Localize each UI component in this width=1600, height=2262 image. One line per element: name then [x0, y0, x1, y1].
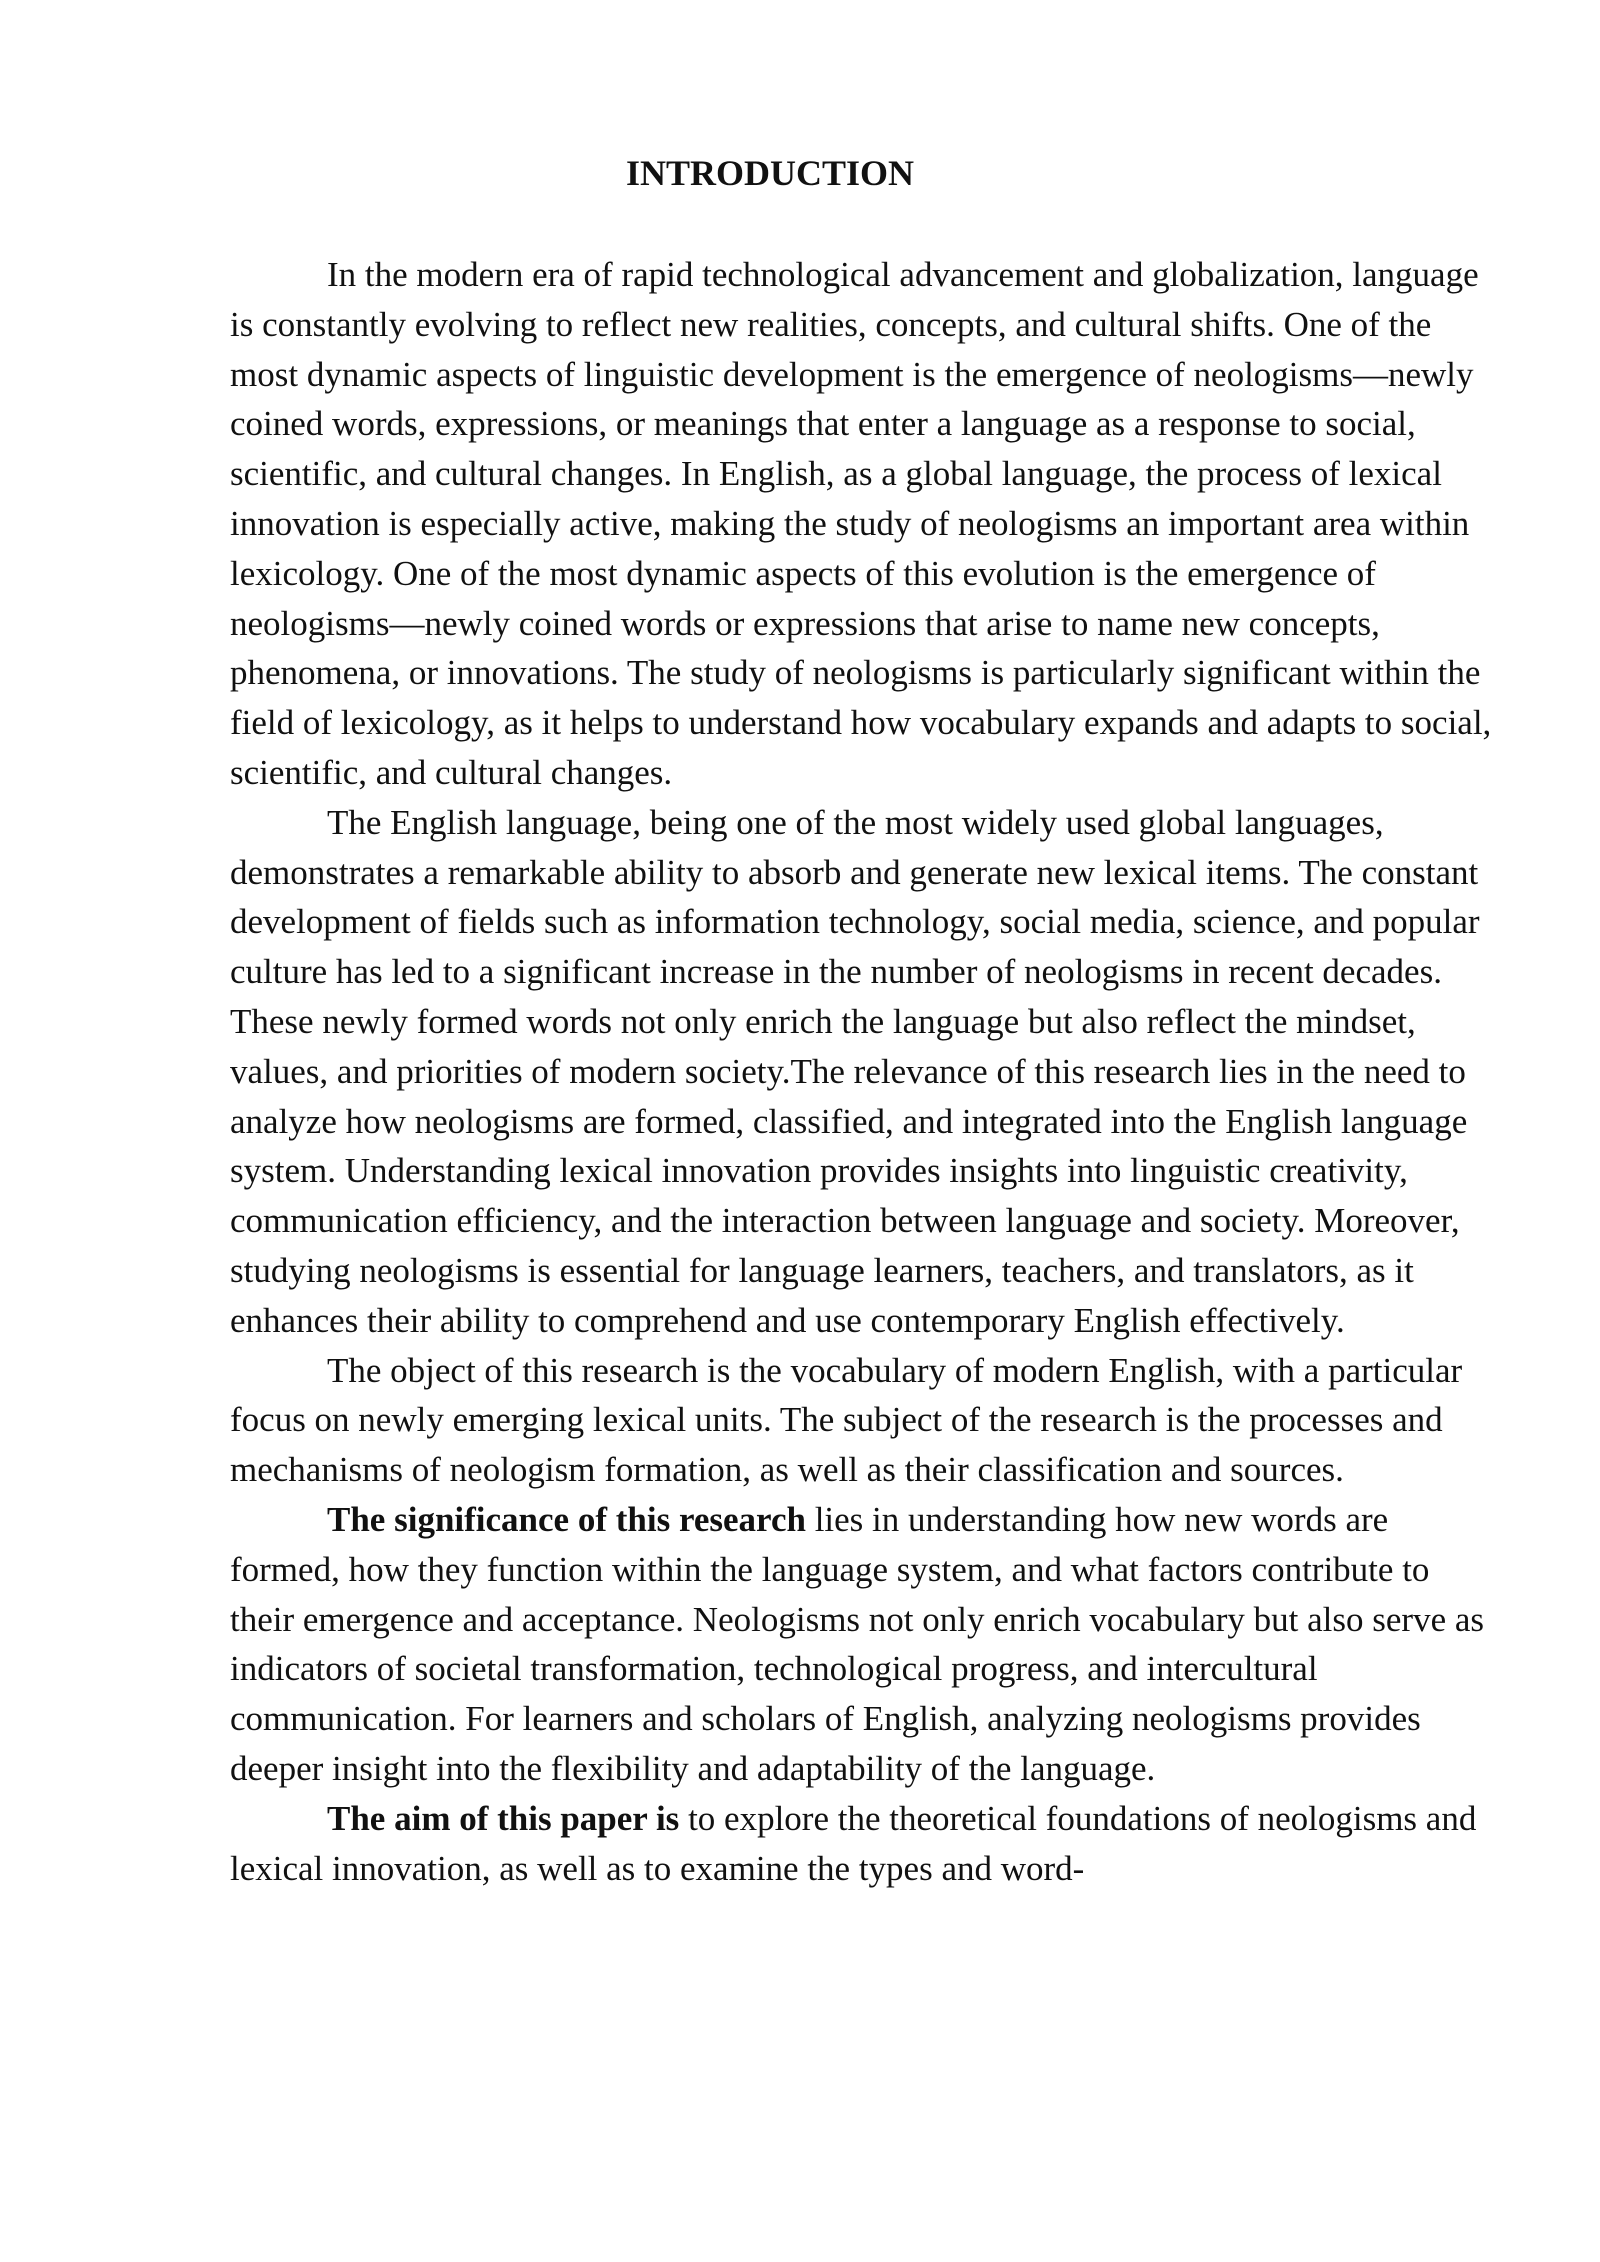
paragraph-significance: [230, 1495, 1498, 1794]
paragraph-text: The English language, being one of the most widely used global languages, demonstrates a remarkable ability to absorb and generate new lexical items. The constant development of fields such as information technology, social media, science, and popular culture has led to a significant increase in the number of neologisms in recent decades. These newly formed words not only enrich the language but also reflect the mindset, values, and priorities of modern society.The relevance of this research lies in the need to analyze how neologisms are formed, classified, and integrated into the English language system. Understanding lexical innovation provides insights into linguistic creativity, communication efficiency, and the interaction between language and society. Moreover, studying neologisms is essential for language learners, teachers, and translators, as it enhances their ability to comprehend and use contemporary English effectively.: [230, 802, 1480, 1340]
paragraph-text: The object of this research is the vocabulary of modern English, with a particular focus on newly emerging lexical units. The subject of the research is the processes and mechanisms of neologism formation, as well as their classification and sources.: [230, 1350, 1463, 1490]
paragraph-english-language: [230, 798, 1498, 1346]
paragraph-text: In the modern era of rapid technological advancement and globalization, language is constantly evolving to reflect new realities, concepts, and cultural shifts. One of the most dynamic aspects of linguistic development is the emergence of neologisms—newly coined words, expressions, or meanings that enter a language as a response to social, scientific, and cultural changes. In English, as a global language, the process of lexical innovation is especially active, making the study of neologisms an important area within lexicology. One of the most dynamic aspects of this evolution is the emergence of neologisms—newly coined words or expressions that arise to name new concepts, phenomena, or innovations. The study of neologisms is particularly significant within the field of lexicology, as it helps to understand how vocabulary expands and adapts to social, scientific, and cultural changes.: [230, 255, 1492, 792]
paragraph-bold-lead: The significance of this research: [327, 1499, 806, 1539]
paragraph-bold-lead: The aim of this paper is: [327, 1798, 680, 1838]
paragraph-intro: [230, 250, 1498, 798]
paragraph-text: lies in understanding how new words are formed, how they function within the language system, and what factors contribute to their emergence and acceptance. Neologisms not only enrich vocabulary but also serve as indicators of societal transformation, technological progress, and intercultural communication. For learners and scholars of English, analyzing neologisms provides deeper insight into the flexibility and adaptability of the language.: [230, 1499, 1485, 1788]
paragraph-text: to explore the theoretical foundations of neologisms and lexical innovation, as well as to examine the types and word-: [230, 1798, 1477, 1888]
paragraph-aim: [230, 1794, 1498, 1894]
page-title: INTRODUCTION: [625, 153, 915, 193]
paragraph-object-subject: [230, 1346, 1498, 1495]
document-body: [230, 250, 1498, 1893]
